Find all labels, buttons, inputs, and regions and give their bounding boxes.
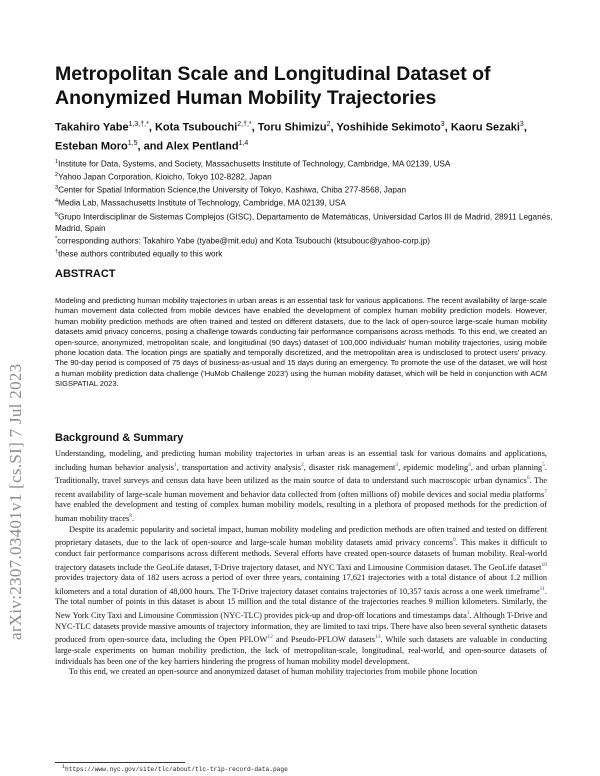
body-text-run: , disaster risk management	[303, 462, 396, 472]
affiliation-mark: 1	[55, 159, 59, 165]
body-text-run: . Although T-Drive and NYC-TLC datasets provide massive amounts of trajectory information, they are limited to taxi trips. There have also been several synthetic datasets produced from open-source data, including the Open PFLOW	[55, 610, 547, 645]
affiliation-list	[55, 157, 555, 260]
author-list: Takahiro Yabe$^{1,3,\dagger,*}$, Kota Tsubouchi$^{2,\dagger,*}$, Toru Shimizu$^2$, Yoshihide Sekimoto$^3$, Kaoru Sezaki$^3$, Esteban Moro$^{1,5}$, and Alex Pentland$^{1,4}$	[55, 121, 527, 153]
affiliation-mark: 5	[55, 211, 59, 218]
body-text-run: . The recent availability of large-scale human movement and behavior data collected from (often millions of) mobile devices and social media platforms	[55, 476, 547, 499]
body-text	[55, 449, 547, 678]
body-text-run: Understanding, modeling, and predicting human mobility trajectories in urban areas is an essential task for various domains and applications, including human behavior analysis	[55, 449, 547, 472]
footnote	[62, 764, 288, 773]
citation-ref[interactable]: 4	[468, 461, 471, 468]
body-text-run: .	[131, 513, 135, 523]
citation-ref[interactable]: 12	[267, 634, 273, 641]
footnote-ref[interactable]: 1	[466, 610, 470, 617]
affiliation-text: Grupo Interdisciplinar de Sistemas Complejos (GISC), Departamento de Matemáticas, Universidad Carlos III de Madrid, 28911 Leganés, Madrid, Spain	[55, 212, 553, 233]
affiliation-item	[55, 157, 555, 170]
body-text-run: . This makes it difficult to conduct fair performance comparisons across different methods. Several efforts have created open-source datasets of human mobility. Real-world trajectory datasets include the GeoLife dataset, T-Drive trajectory dataset, and NYC Taxi and Limousine Commision dataset. The GeoLife dataset	[55, 538, 547, 572]
citation-ref[interactable]: 11	[539, 585, 545, 592]
author-name: Toru Shimizu	[257, 121, 327, 134]
abstract-heading: ABSTRACT	[55, 268, 116, 280]
affiliation-text: Yahoo Japan Corporation, Kioicho, Tokyo 102-8282, Japan	[58, 172, 272, 182]
body-text-run: have enabled the development and testing of complex human mobility models, resulting in a plethora of proposed methods for the prediction of human mobility traces	[55, 500, 547, 523]
author-name: Kota Tsubouchi	[154, 121, 238, 134]
footnote-divider	[55, 762, 185, 763]
author-name: Yoshihide Sekimoto	[336, 121, 441, 134]
affiliation-mark: 4	[55, 198, 59, 205]
body-paragraph	[55, 525, 547, 668]
author-name: Kaoru Sezaki	[450, 121, 520, 134]
affiliation-text: corresponding authors: Takahiro Yabe (tyabe@mit.edu) and Kota Tsubouchi (ktsubouc@yahoo-corp.jp)	[57, 236, 430, 246]
affiliation-item	[55, 196, 555, 209]
footnote-mark: 1	[62, 764, 66, 770]
author-affiliation-marks: 2,†,*	[237, 121, 252, 128]
citation-ref[interactable]: 2	[300, 461, 304, 468]
citation-ref[interactable]: 5	[542, 461, 545, 468]
affiliation-mark: *	[55, 236, 58, 243]
affiliation-mark: 3	[55, 185, 59, 192]
author-affiliation-marks: 3	[440, 121, 445, 128]
affiliation-mark: 2	[55, 172, 59, 179]
body-text-run: . While such datasets are valuable in conducting large-scale experiments on human mobility prediction, the lack of metropolitan-scale, longitudinal, real-world, and open-source datasets of individuals has been one of the key barriers hindering the progress of human mobility model development.	[55, 635, 547, 666]
body-text-run: . The total number of points in this dataset is about 15 million and the total distance of the trajectories reaches 9 million kilometers. Similarly, the New York City Taxi and Limousine Commission (NYC-TLC) provides pick-up and drop-off locations and timestamps data	[55, 586, 547, 620]
body-text-run: , and urban planning	[470, 462, 543, 472]
author-name: Alex Pentland	[165, 140, 239, 153]
author-name: Esteban Moro	[55, 140, 128, 153]
body-text-run: Despite its academic popularity and societal impact, human mobility modeling and prediction methods are often trained and tested on different proprietary datasets, due to the lack of open-source and large-scale human mobility datasets amid privacy concerns	[55, 524, 547, 548]
affiliation-text: Center for Spatial Information Science,the University of Tokyo, Kashiwa, Chiba 277-8568, Japan	[58, 186, 407, 196]
affiliation-item	[55, 170, 555, 183]
section-heading: Background & Summary	[55, 432, 184, 444]
body-text-run: provides trajectory data of 182 users across a period of over three years, containing 17,621 trajectories with a total distance of about 1.2 million kilometers and a total duration of 48,000 hours. The T-Drive trajectory dataset contains trajectories of 10,357 taxis across a one week timeframe	[55, 573, 547, 596]
affiliation-text: these authors contributed equally to this work	[58, 249, 223, 259]
citation-ref[interactable]: 3	[395, 461, 399, 468]
citation-ref[interactable]: 13	[374, 634, 381, 641]
author-affiliation-marks: 1,3,†,*	[128, 121, 149, 128]
abstract-paragraph: Modeling and predicting human mobility trajectories in urban areas is an essential task for various applications. The recent availability of large-scale human movement data collected from mobile devices have enabled the development of complex human mobility prediction models. However, human mobility prediction methods are often trained and tested on different datasets, due to the lack of open-source large-scale human mobility datasets amid privacy concerns, posing a challenge towards conducting fair performance comparisons across methods. To this end, we created an open-source, anonymized, metropolitan scale, and longitudinal (90 days) dataset of 100,000 individuals' human mobility trajectories, using mobile phone location data. The location pings are spatially and temporally discretized, and the metropolitan area is undisclosed to protect users' privacy. The 90-day period is composed of 75 days of business-as-usual and 15 days during an emergency. To promote the use of the dataset, we will host a human mobility prediction data challenge ('HuMob Challenge 2023') using the human mobility dataset, which will be held in conjunction with ACM SIGSPATIAL 2023.	[55, 296, 547, 389]
author-name: Takahiro Yabe	[55, 121, 129, 134]
affiliation-mark: †	[55, 249, 59, 256]
corresponding-authors-note	[55, 234, 555, 247]
arxiv-identifier-stamp: arXiv:2307.03401v1 [cs.SI] 7 Jul 2023	[6, 363, 25, 640]
affiliation-text: Media Lab, Massachusetts Institute of Technology, Cambridge, MA 02139, USA	[58, 199, 346, 209]
affiliation-item	[55, 210, 555, 235]
author-affiliation-marks: 2	[326, 121, 331, 128]
equal-contribution-note	[55, 247, 555, 260]
citation-ref[interactable]: 10	[541, 561, 547, 568]
citation-ref[interactable]: 6	[526, 475, 530, 482]
affiliation-item	[55, 183, 555, 196]
citation-ref[interactable]: 7	[544, 488, 547, 495]
author-affiliation-marks: 1,5	[127, 139, 138, 147]
body-paragraph	[55, 449, 547, 525]
body-paragraph: To this end, we created an open-source and anonymized dataset of human mobility trajectories from mobile phone location	[69, 667, 478, 677]
citation-ref[interactable]: 9	[452, 537, 456, 544]
body-text-run: , epidemic modeling	[398, 462, 469, 472]
body-text-run: . Traditionally, travel surveys and census data have been utilized as the main source of data to understand such macroscopic urban dynamics	[55, 462, 547, 486]
affiliation-text: Institute for Data, Systems, and Society, Massachusetts Institute of Technology, Cambridge, MA 02139, USA	[58, 159, 451, 169]
body-text-run: , transportation and activity analysis	[176, 462, 301, 472]
author-affiliation-marks: 1,4	[238, 139, 249, 147]
body-text-run: and Pseudo-PFLOW datasets	[272, 635, 375, 645]
citation-ref[interactable]: 8	[129, 513, 132, 520]
footnote-url-link[interactable]: https://www.nyc.gov/site/tlc/about/tlc-trip-record-data.page	[65, 766, 288, 774]
paper-title: Metropolitan Scale and Longitudinal Dataset of Anonymized Human Mobility Trajectories	[55, 63, 491, 109]
citation-ref[interactable]: 1	[174, 461, 177, 468]
author-affiliation-marks: 3	[519, 121, 524, 128]
